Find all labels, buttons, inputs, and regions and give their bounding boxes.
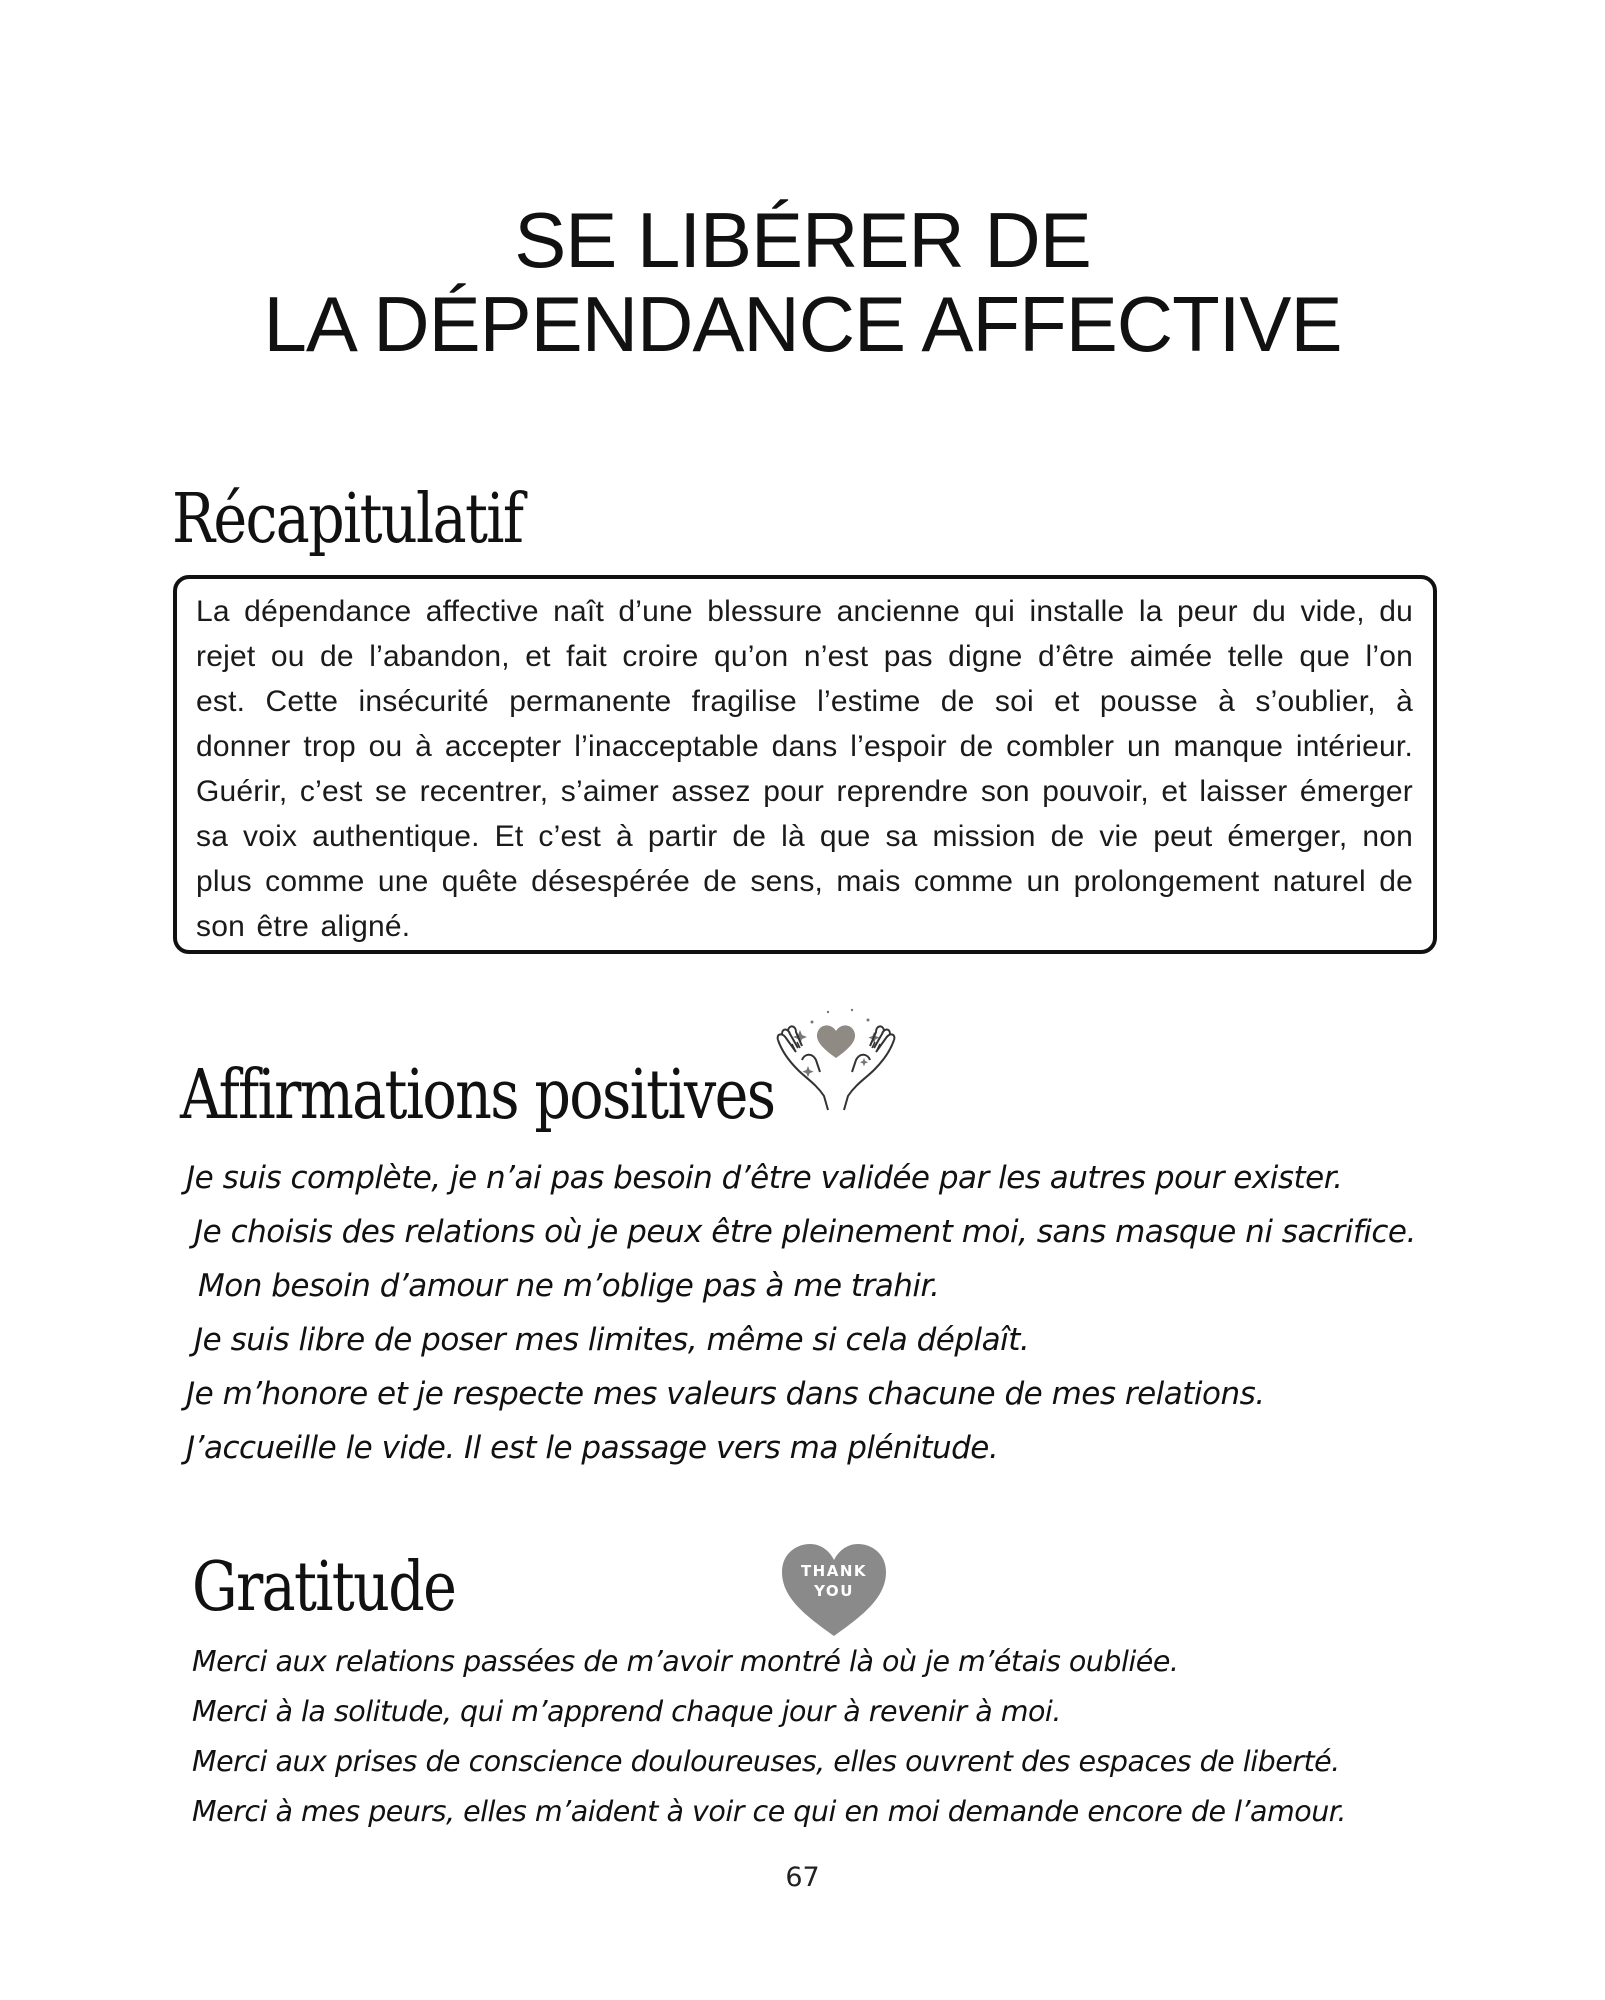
thank-you-line-2: YOU [814, 1582, 854, 1600]
recap-box [173, 575, 1437, 954]
page-title-line-2: LA DÉPENDANCE AFFECTIVE [263, 280, 1342, 368]
affirmations-list [186, 1151, 1416, 1475]
thank-you-heart-icon [778, 1540, 890, 1640]
gratitude-item: Merci aux prises de conscience douloureuses, elles ouvrent des espaces de liberté. [192, 1745, 1340, 1778]
recap-heading: Récapitulatif [172, 480, 523, 559]
affirmation-item: Mon besoin d’amour ne m’oblige pas à me trahir. [198, 1268, 940, 1304]
gratitude-list [192, 1637, 1346, 1837]
gratitude-item: Merci à mes peurs, elles m’aident à voir ce qui en moi demande encore de l’amour. [192, 1795, 1346, 1828]
recap-text: La dépendance affective naît d’une blessure ancienne qui installe la peur du vide, du rejet ou de l’abandon, et fait croire qu’on n’est pas digne d’être aimée telle que l’on est. Cette insécurité permanente fragilise l’estime de soi et pousse à s’oublier, à donner trop ou à accepter l’inacceptable dans l’espoir de combler un manque intérieur. Guérir, c’est se recentrer, s’aimer assez pour reprendre son pouvoir, et laisser émerger sa voix authentique. Et c’est à partir de là que sa mission de vie peut émerger, non plus comme une quête désespérée de sens, mais comme un prolongement naturel de son être aligné. [196, 595, 1413, 943]
gratitude-item: Merci à la solitude, qui m’apprend chaque jour à revenir à moi. [192, 1695, 1061, 1728]
gratitude-item: Merci aux relations passées de m’avoir montré là où je m’étais oubliée. [192, 1645, 1179, 1678]
page-title [0, 198, 1605, 366]
hands-heart-icon [768, 1000, 904, 1112]
affirmation-item: Je suis libre de poser mes limites, même si cela déplaît. [194, 1322, 1030, 1358]
page-number: 67 [785, 1862, 820, 1893]
affirmation-item: J’accueille le vide. Il est le passage vers ma plénitude. [186, 1430, 999, 1466]
affirmation-item: Je m’honore et je respecte mes valeurs dans chacune de mes relations. [186, 1376, 1265, 1412]
page-title-line-1: SE LIBÉRER DE [514, 196, 1091, 284]
affirmation-item: Je suis complète, je n’ai pas besoin d’être validée par les autres pour exister. [186, 1160, 1343, 1196]
affirmations-heading: Affirmations positives [180, 1056, 775, 1135]
affirmation-item: Je choisis des relations où je peux être pleinement moi, sans masque ni sacrifice. [194, 1214, 1416, 1250]
thank-you-line-1: THANK [800, 1562, 868, 1580]
gratitude-heading: Gratitude [192, 1548, 456, 1627]
